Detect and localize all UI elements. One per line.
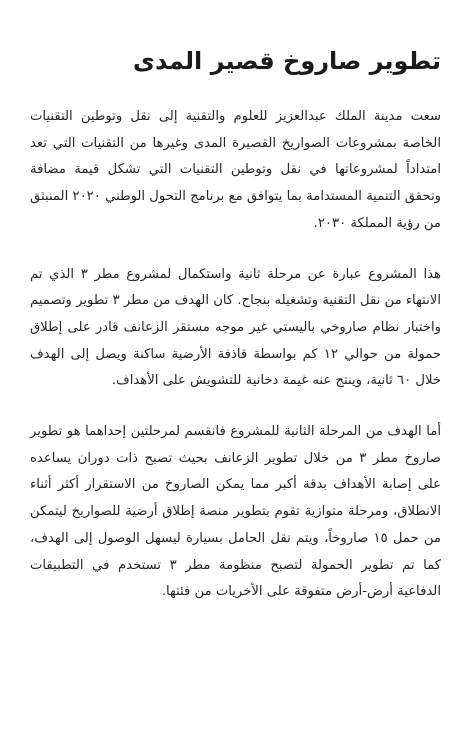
article-title: تطوير صاروخ قصير المدى	[133, 47, 441, 75]
article-paragraph-1: سعت مدينة الملك عبدالعزيز للعلوم والتقنية إلى نقل وتوطين التقنيات الخاصة بمشروعات الصواريخ القصيرة المدى وغيرها من التقنيات التي تعد امتداداً لمشروعاتها في نقل وتوطين التقنيات التي تشكل قيمة مضافة وتحقق التنمية المستدامة بما يتوافق مع برنامج التحول الوطني ٢٠٢٠ المنبثق من رؤية المملكة ٢٠٣٠.	[30, 109, 441, 231]
article-paragraph-2: هذا المشروع عبارة عن مرحلة ثانية واستكمال لمشروع مطر ٣ الذي تم الانتهاء من نقل التقنية وتشغيله بنجاح. كان الهدف من مطر ٣ تطوير وتصميم واختبار نظام صاروخي باليستي غير موجه مستقر الزعانف قادر على إطلاق حمولة من حوالي ١٢ كم بواسطة قاذفة الأرضية ساكنة ويصل إلى الهدف خلال ٦٠ ثانية، وينتج عنه غيمة دخانية للتشويش على الأهداف.	[30, 266, 441, 389]
article-paragraph-3: أما الهدف من المرحلة الثانية للمشروع فانقسم لمرحلتين إحداهما هو تطوير صاروخ مطر ٣ من خلال تطوير الزعانف بحيث تصبح ذات دوران يساعده على إصابة الأهداف بدقة أكبر مما يمكن الصاروخ من الاستقرار أكثر أثناء الانطلاق، ومرحلة متوازية تقوم بتطوير منصة إطلاق أرضية للصواريخ ليتمكن من حمل ١٥ صاروخاً، ويتم نقل الحامل بسيارة ليسهل الوصول إلى الهدف، كما تم تطوير الحمولة لتصبح منظومة مطر ٣ تستخدم في التطبيقات الدفاعية أرض-أرض متفوقة على الأخريات من فئتها.	[30, 424, 441, 600]
